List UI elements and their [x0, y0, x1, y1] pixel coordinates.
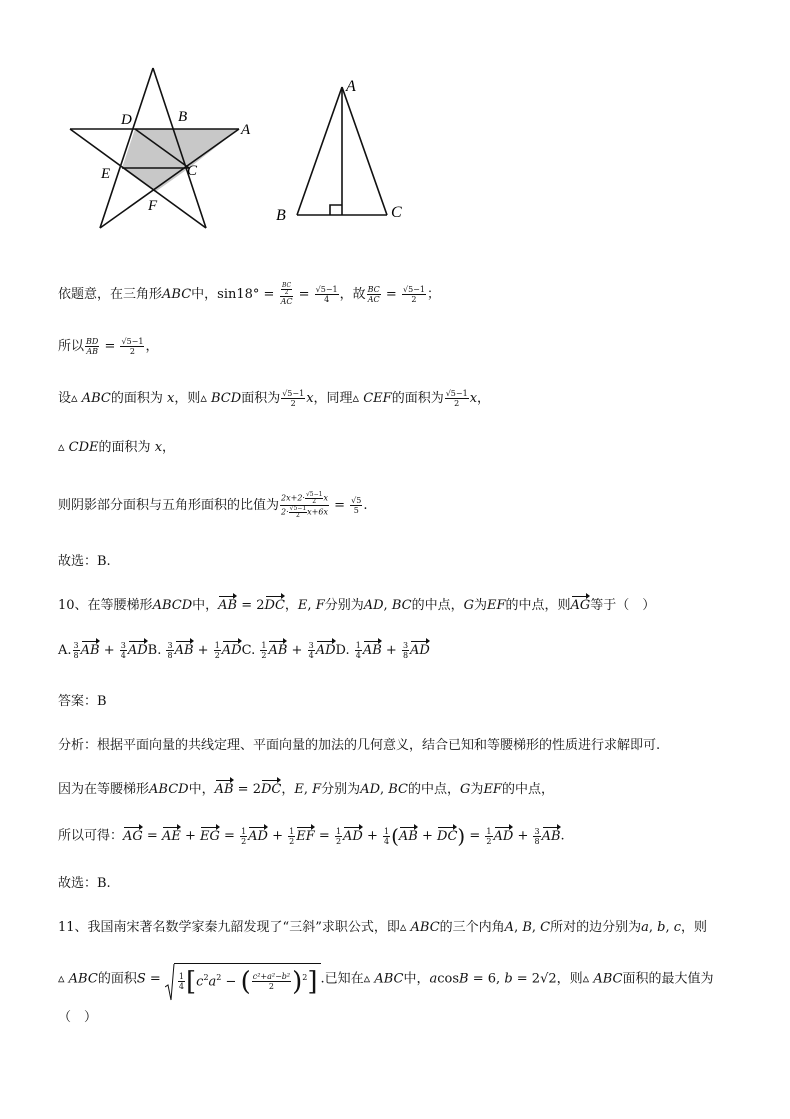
- sqrt-formula: $\frac{1}{4}$ [$c^2a^2$ − ( $\frac{\text{c²+a²−b²}}{2}$ )$^2$]: [165, 963, 321, 995]
- option-a[interactable]: A.: [58, 643, 72, 658]
- geometry-figures: [60, 60, 440, 235]
- solution-line-5: 则阴影部分面积与五角形面积的比值为 2x+2· $\frac{√5-1}{2}$ x 2· $\frac{√5-1}{2}$ x+6x = $\frac{√5}{5}$ .: [58, 491, 368, 519]
- option-b[interactable]: B.: [147, 643, 162, 658]
- answer-10: 答案：B: [58, 694, 107, 709]
- label-tri-A: A: [346, 78, 356, 95]
- question-10-stem: 10、在等腰梯形ABCD中，AB = 2DC，E, F分别为AD, BC的中点，G为EF的中点，则AG等于（ ）: [58, 596, 655, 616]
- question-10-options: A. $\frac{3}{8}$ AB + $\frac{3}{4}$ ADB. $\frac{3}{8}$ AB + $\frac{1}{2}$ ADC. $\frac{1}{2}$ AB + $\frac{3}{4}$ ADD. $\frac{1}{4}$ AB + $\frac{3}{8}$ AD: [58, 641, 430, 660]
- label-tri-B: B: [276, 207, 286, 224]
- label-C: C: [187, 163, 198, 179]
- figures: [60, 60, 440, 235]
- label-D: D: [121, 112, 132, 128]
- label-tri-C: C: [391, 204, 402, 221]
- option-c[interactable]: C.: [241, 643, 256, 658]
- question-11-line-1: 11、我国南宋著名数学家秦九韶发现了“三斜”求职公式，即▵ ABC的三个内角A, B, C所对的边分别为a, b, c，则: [58, 920, 708, 935]
- triangle-lines: [297, 87, 387, 215]
- label-A: A: [241, 122, 251, 138]
- solution-line-4: ▵ CDE的面积为 x，: [58, 440, 176, 455]
- deduce-10: 所以可得：AG = AE + EG = $\frac{1}{2}$ AD + $\frac{1}{2}$ EF = $\frac{1}{2}$ AD + $\frac{1}{4}$ (AB + DC) = $\frac{1}{2}$ AD + $\frac{3}{8}$ AB.: [58, 824, 565, 848]
- solution-conclusion-10: 故选：B.: [58, 876, 111, 891]
- solution-line-1: 依题意，在三角形ABC中，sin18° = $\frac{\frac{BC}{2}}{AC}$ = $\frac{√5-1}{4}$ ，故 $\frac{BC}{AC}$ = $\frac{√5-1}{2}$ ；: [58, 282, 440, 306]
- label-E: E: [101, 166, 111, 182]
- because-10: 因为在等腰梯形ABCD中，AB = 2DC，E, F分别为AD, BC的中点，G为EF的中点，: [58, 780, 554, 800]
- label-B: B: [178, 109, 188, 125]
- solution-line-3: 设▵ ABC的面积为 x，则▵ BCD面积为 $\frac{√5-1}{2}$ x，同理▵ CEF的面积为 $\frac{√5-1}{2}$ x，: [58, 389, 491, 408]
- question-11-line-2: ▵ ABC的面积S = $\frac{1}{4}$ [$c^2a^2$ − ( $\frac{\text{c²+a²−b²}}{2}$ )$^2$] .已知在▵ ABC中，acosB = 6, b = 2√2，则▵ ABC面积的最大值为: [58, 963, 713, 995]
- solution-conclusion-9: 故选：B.: [58, 554, 111, 569]
- question-11-answer-paren: （ ）: [58, 1010, 98, 1025]
- analysis-10: 分析：根据平面向量的共线定理、平面向量的加法的几何意义，结合已知和等腰梯形的性质进行求解即可.: [58, 738, 661, 753]
- option-d[interactable]: D.: [335, 643, 350, 658]
- solution-line-2: 所以 $\frac{BD}{AB}$ = $\frac{√5-1}{2}$ ，: [58, 337, 159, 356]
- label-F: F: [148, 198, 158, 214]
